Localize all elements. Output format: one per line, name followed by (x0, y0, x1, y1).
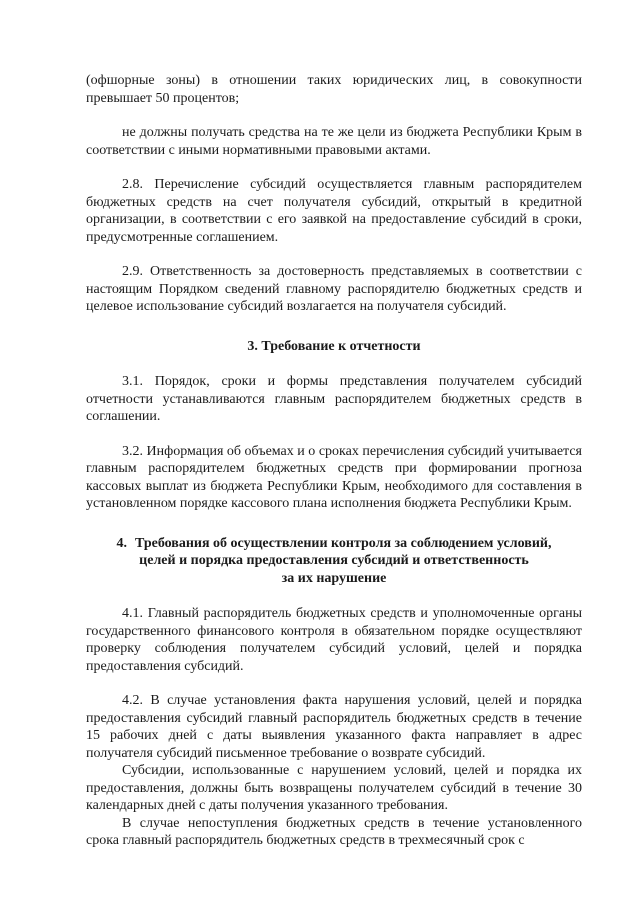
paragraph-offshore: (офшорные зоны) в отношении таких юридических лиц, в совокупности превышает 50 процентов; (86, 73, 582, 106)
paragraph-3-1: 3.1. Порядок, сроки и формы представления получателем субсидий отчетности устанавливаются главным распорядителем бюджетных средств в соглашении. (86, 374, 582, 424)
paragraph-4-2: 4.2. В случае установления факта нарушения условий, целей и порядка предоставления субсидий главный распорядитель бюджетных средств в течение 15 рабочих дней с даты выявления указанного факта направляет в адрес получателя субсидий письменное требование о возврате субсидий. (86, 693, 582, 761)
paragraph-non-receipt: В случае непоступления бюджетных средств в течение установленного срока главный распорядитель бюджетных средств в трехмесячный срок с (86, 815, 582, 848)
paragraph-3-2: 3.2. Информация об объемах и о сроках перечисления субсидий учитывается главным распорядителем бюджетных средств при формировании прогноза кассовых выплат из бюджета Республики Крым, необходимого для составления в установленном порядке кассового плана исполнения бюджета Республики Крым. (86, 443, 582, 511)
section-4-heading-line2: целей и порядка предоставления субсидий и ответственность (139, 553, 529, 568)
paragraph-not-receive: не должны получать средства на те же цели из бюджета Республики Крым в соответствии с иными нормативными правовыми актами. (86, 125, 582, 158)
paragraph-2-8: 2.8. Перечисление субсидий осуществляется главным распорядителем бюджетных средств на счет получателя субсидий, открытый в кредитной организации, в соответствии с его заявкой на предоставление субсидий в сроки, предусмотренные соглашением. (86, 177, 582, 245)
section-3-heading: 3. Требование к отчетности (247, 338, 421, 354)
section-4-number: 4. (116, 535, 128, 551)
paragraph-subsidies-return: Субсидии, использованные с нарушением условий, целей и порядка их предоставления, должны быть возвращены получателем субсидий в течение 30 календарных дней с даты получения указанного требования. (86, 763, 582, 813)
document-page (86, 72, 582, 850)
paragraph-4-1: 4.1. Главный распорядитель бюджетных средств и уполномоченные органы государственного финансового контроля в обязательном порядке осуществляют проверку соблюдения получателем субсидий условий, целей и порядка предоставления субсидий. (86, 606, 582, 674)
section-4-heading-line3: за их нарушение (281, 570, 387, 586)
section-4-heading (86, 535, 582, 588)
paragraph-2-9: 2.9. Ответственность за достоверность представляемых в соответствии с настоящим Порядком сведений главному распорядителю бюджетных средств и целевое использование субсидий возлагается на получателя субсидий. (86, 264, 582, 314)
section-4-heading-line1: 4. Требования об осуществлении контроля за соблюдением условий, (116, 535, 552, 551)
